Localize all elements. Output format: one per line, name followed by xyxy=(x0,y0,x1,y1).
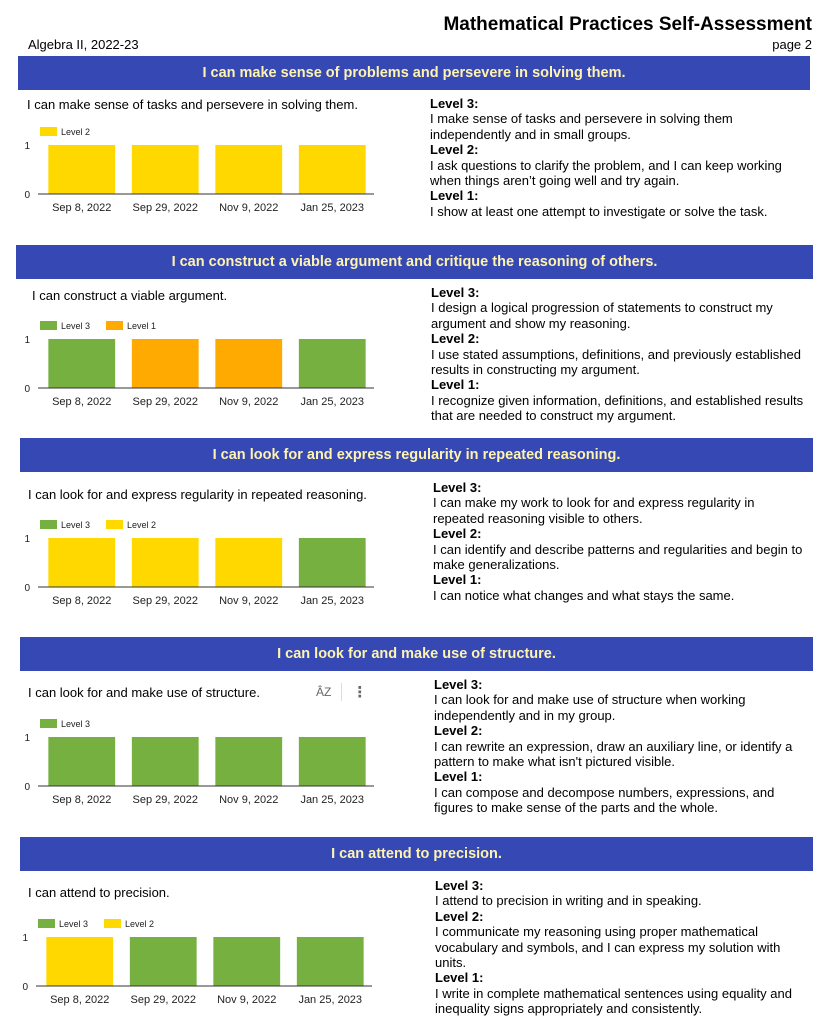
x-tick-label: Nov 9, 2022 xyxy=(219,595,279,607)
level-text: I attend to precision in writing and in speaking. xyxy=(435,893,702,909)
level-bar-chart xyxy=(18,513,378,613)
x-tick-label: Sep 29, 2022 xyxy=(132,595,198,607)
y-tick-label: 1 xyxy=(22,933,28,944)
level-label: Level 2: xyxy=(431,331,480,347)
legend-item xyxy=(106,321,156,331)
level-label: Level 1: xyxy=(433,572,482,588)
level-text: I make sense of tasks and persevere in solving them independently and in small groups. xyxy=(430,111,733,142)
y-tick-label: 0 xyxy=(24,384,30,395)
chart-bar xyxy=(215,339,282,388)
chart-bar xyxy=(132,145,199,194)
x-tick-label: Nov 9, 2022 xyxy=(219,202,279,214)
level-text: I ask questions to clarify the problem, and I can keep working when things aren’t going well and try again. xyxy=(430,157,782,189)
toolbar-divider xyxy=(341,683,342,701)
level-bar-chart xyxy=(18,120,378,220)
chart-bar xyxy=(132,737,199,786)
x-tick-label: Nov 9, 2022 xyxy=(219,396,279,408)
level-text: I recognize given information, definitions, and established results that are needed to construct my argument. xyxy=(431,392,804,424)
level-text: I can make my work to look for and express regularity in repeated reasoning visible to others. xyxy=(433,495,755,526)
section-banner: I can look for and express regularity in repeated reasoning. xyxy=(20,438,813,472)
x-tick-label: Sep 29, 2022 xyxy=(132,794,198,806)
course-label: Algebra II, 2022-23 xyxy=(28,37,139,52)
legend-label: Level 2 xyxy=(61,127,91,137)
x-tick-label: Sep 8, 2022 xyxy=(52,202,112,214)
section-banner: I can make sense of problems and persevere in solving them. xyxy=(18,56,810,90)
legend-item xyxy=(40,520,90,530)
y-tick-label: 1 xyxy=(24,733,30,744)
legend-item xyxy=(40,719,90,729)
level-label: Level 1: xyxy=(435,970,484,986)
x-tick-label: Nov 9, 2022 xyxy=(217,994,277,1006)
level-descriptions xyxy=(431,285,806,424)
level-text: I can compose and decompose numbers, expressions, and figures to make sense of the parts and the whole. xyxy=(434,784,775,816)
chart-bar xyxy=(132,538,199,587)
level-text: I communicate my reasoning using proper mathematical vocabulary and symbols, and I can express my solution with units. xyxy=(435,924,781,971)
x-tick-label: Sep 8, 2022 xyxy=(52,396,112,408)
legend-item xyxy=(40,321,90,331)
level-bar-chart xyxy=(18,314,378,414)
page-number: page 2 xyxy=(772,37,812,52)
level-text: I write in complete mathematical sentences using equality and inequality signs appropriately and consistently. xyxy=(435,985,792,1017)
x-tick-label: Sep 8, 2022 xyxy=(50,994,110,1006)
chart-bar xyxy=(48,538,115,587)
chart-bar xyxy=(299,145,366,194)
chart-title: I can look for and make use of structure. xyxy=(28,685,260,700)
chart-bar xyxy=(48,737,115,786)
x-tick-label: Sep 29, 2022 xyxy=(130,994,196,1006)
x-tick-label: Jan 25, 2023 xyxy=(300,794,365,806)
chart-bar xyxy=(297,937,364,986)
level-text: I can rewrite an expression, draw an auxiliary line, or identify a pattern to make what isn't pictured visible. xyxy=(434,738,793,770)
level-label: Level 3: xyxy=(431,285,480,300)
level-label: Level 2: xyxy=(433,526,482,542)
legend-label: Level 2 xyxy=(127,520,157,530)
chart-bar xyxy=(48,145,115,194)
legend-swatch xyxy=(104,919,121,928)
level-label: Level 2: xyxy=(435,908,484,924)
chart-bar xyxy=(130,937,197,986)
level-descriptions xyxy=(433,480,808,603)
legend-swatch xyxy=(40,520,57,529)
chart-bar xyxy=(215,538,282,587)
chart-title: I can look for and express regularity in repeated reasoning. xyxy=(28,487,367,502)
legend-label: Level 3 xyxy=(61,520,91,530)
legend-swatch xyxy=(40,127,57,136)
legend-item xyxy=(104,919,154,929)
y-tick-label: 1 xyxy=(24,141,30,152)
level-label: Level 1: xyxy=(434,769,483,785)
level-label: Level 2: xyxy=(430,142,479,158)
level-text: I design a logical progression of statements to construct my argument and show my reasoning. xyxy=(431,300,773,331)
legend-label: Level 3 xyxy=(61,321,91,331)
legend-swatch xyxy=(40,321,57,330)
section-banner: I can construct a viable argument and critique the reasoning of others. xyxy=(16,245,813,279)
legend-swatch xyxy=(38,919,55,928)
chart-toolbar xyxy=(316,683,367,701)
y-tick-label: 1 xyxy=(24,534,30,545)
legend-label: Level 2 xyxy=(125,919,155,929)
level-label: Level 1: xyxy=(430,188,479,204)
x-tick-label: Jan 25, 2023 xyxy=(300,202,365,214)
legend-item xyxy=(40,127,90,137)
y-tick-label: 1 xyxy=(24,335,30,346)
legend-label: Level 1 xyxy=(127,321,157,331)
legend-swatch xyxy=(106,520,123,529)
y-tick-label: 0 xyxy=(22,982,28,993)
level-label: Level 3: xyxy=(430,96,479,111)
chart-bar xyxy=(215,737,282,786)
level-label: Level 2: xyxy=(434,723,483,739)
chart-bar xyxy=(213,937,280,986)
chart-title: I can attend to precision. xyxy=(28,885,170,900)
level-text: I use stated assumptions, definitions, and previously established results in constructing my argument. xyxy=(431,346,801,378)
chart-title: I can construct a viable argument. xyxy=(32,288,228,303)
chart-bar xyxy=(299,339,366,388)
legend-item xyxy=(38,919,88,929)
y-tick-label: 0 xyxy=(24,190,30,201)
legend-label: Level 3 xyxy=(59,919,89,929)
legend-swatch xyxy=(106,321,123,330)
section-banner: I can attend to precision. xyxy=(20,837,813,871)
section-banner: I can look for and make use of structure. xyxy=(20,637,813,671)
level-label: Level 1: xyxy=(431,377,480,393)
chart-bar xyxy=(299,737,366,786)
legend-item xyxy=(106,520,156,530)
chart-bar xyxy=(48,339,115,388)
x-tick-label: Jan 25, 2023 xyxy=(298,994,363,1006)
sort-az-icon[interactable]: ÂZ xyxy=(316,685,332,699)
level-descriptions xyxy=(434,677,809,816)
x-tick-label: Jan 25, 2023 xyxy=(300,595,365,607)
level-text: I show at least one attempt to investigate or solve the task. xyxy=(430,203,768,219)
chart-bar xyxy=(46,937,113,986)
level-text: I can identify and describe patterns and regularities and begin to make generalizations. xyxy=(433,541,803,573)
x-tick-label: Sep 8, 2022 xyxy=(52,794,112,806)
y-tick-label: 0 xyxy=(24,782,30,793)
chart-bar xyxy=(132,339,199,388)
level-descriptions xyxy=(435,878,810,1017)
level-label: Level 3: xyxy=(434,677,483,692)
x-tick-label: Sep 29, 2022 xyxy=(132,202,198,214)
page-title: Mathematical Practices Self-Assessment xyxy=(443,14,812,35)
level-label: Level 3: xyxy=(435,878,484,893)
level-text: I can look for and make use of structure when working independently and in my group. xyxy=(434,692,746,723)
y-tick-label: 0 xyxy=(24,583,30,594)
level-bar-chart xyxy=(18,712,378,812)
legend-swatch xyxy=(40,719,57,728)
x-tick-label: Sep 8, 2022 xyxy=(52,595,112,607)
chart-title: I can make sense of tasks and persevere in solving them. xyxy=(27,97,358,112)
x-tick-label: Nov 9, 2022 xyxy=(219,794,279,806)
x-tick-label: Sep 29, 2022 xyxy=(132,396,198,408)
chart-bar xyxy=(215,145,282,194)
chart-bar xyxy=(299,538,366,587)
more-vert-icon[interactable]: ⋮ xyxy=(352,684,368,701)
level-bar-chart xyxy=(16,912,376,1012)
x-tick-label: Jan 25, 2023 xyxy=(300,396,365,408)
level-descriptions xyxy=(430,96,805,219)
legend-label: Level 3 xyxy=(61,719,91,729)
level-text: I can notice what changes and what stays the same. xyxy=(433,587,735,603)
level-label: Level 3: xyxy=(433,480,482,495)
